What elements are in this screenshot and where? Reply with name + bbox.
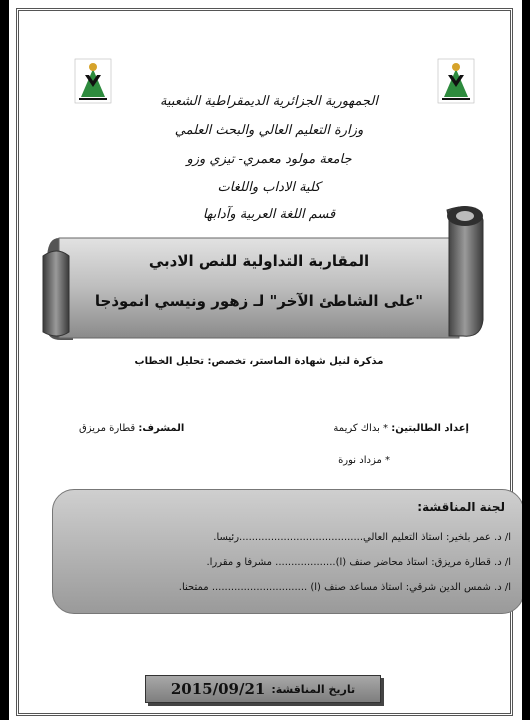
document-page bbox=[9, 0, 522, 720]
thesis-title: المقاربة التداولية للنص الادبي bbox=[148, 252, 370, 270]
discussion-date-box bbox=[145, 675, 381, 703]
memo-description: مذكرة لنيل شهادة الماستر، تخصص: تحليل الخطاب bbox=[134, 356, 384, 367]
department-name: قسم اللغة العربية وآدابها bbox=[202, 207, 336, 222]
ministry-name: وزارة التعليم العالي والبحث العلمي bbox=[174, 123, 364, 138]
prepared-by-label: إعداد الطالبتين: bbox=[391, 423, 469, 434]
title-scroll-banner bbox=[37, 200, 489, 350]
discussion-date-label: تاريخ المناقشة: bbox=[271, 682, 356, 696]
committee-box bbox=[52, 489, 522, 614]
supervisor-name: قطارة مريزق bbox=[79, 423, 136, 434]
committee-member: ا/ د. شمس الدين شرقي: استاذ مساعد صنف (ا) .............................. ممتحنا. bbox=[178, 582, 511, 593]
committee-member: ا/ د. عمر بلخير: استاذ التعليم العالي.......................................رئيسا. bbox=[213, 532, 511, 543]
committee-title: لجنة المناقشة: bbox=[417, 500, 505, 514]
student-name: * بداك كريمة bbox=[333, 423, 389, 434]
student-name: * مزداد نورة bbox=[338, 455, 390, 466]
discussion-date-value: 2015/09/21 bbox=[170, 680, 266, 698]
thesis-subtitle: "على الشاطئ الآخر" لـ زهور ونيسي انموذجا bbox=[94, 292, 424, 310]
supervisor-label: المشرف: bbox=[138, 423, 185, 434]
republic-name: الجمهورية الجزائرية الديمقراطية الشعبية bbox=[160, 94, 378, 109]
students-line bbox=[333, 423, 469, 434]
faculty-name: كلية الاداب واللغات bbox=[217, 180, 321, 195]
supervisor-line bbox=[79, 423, 184, 434]
university-name: جامعة مولود معمري- تيزي وزو bbox=[186, 152, 352, 167]
committee-member: ا/ د. قطارة مريزق: استاذ محاضر صنف (ا)................... مشرفا و مقررا. bbox=[206, 557, 511, 568]
